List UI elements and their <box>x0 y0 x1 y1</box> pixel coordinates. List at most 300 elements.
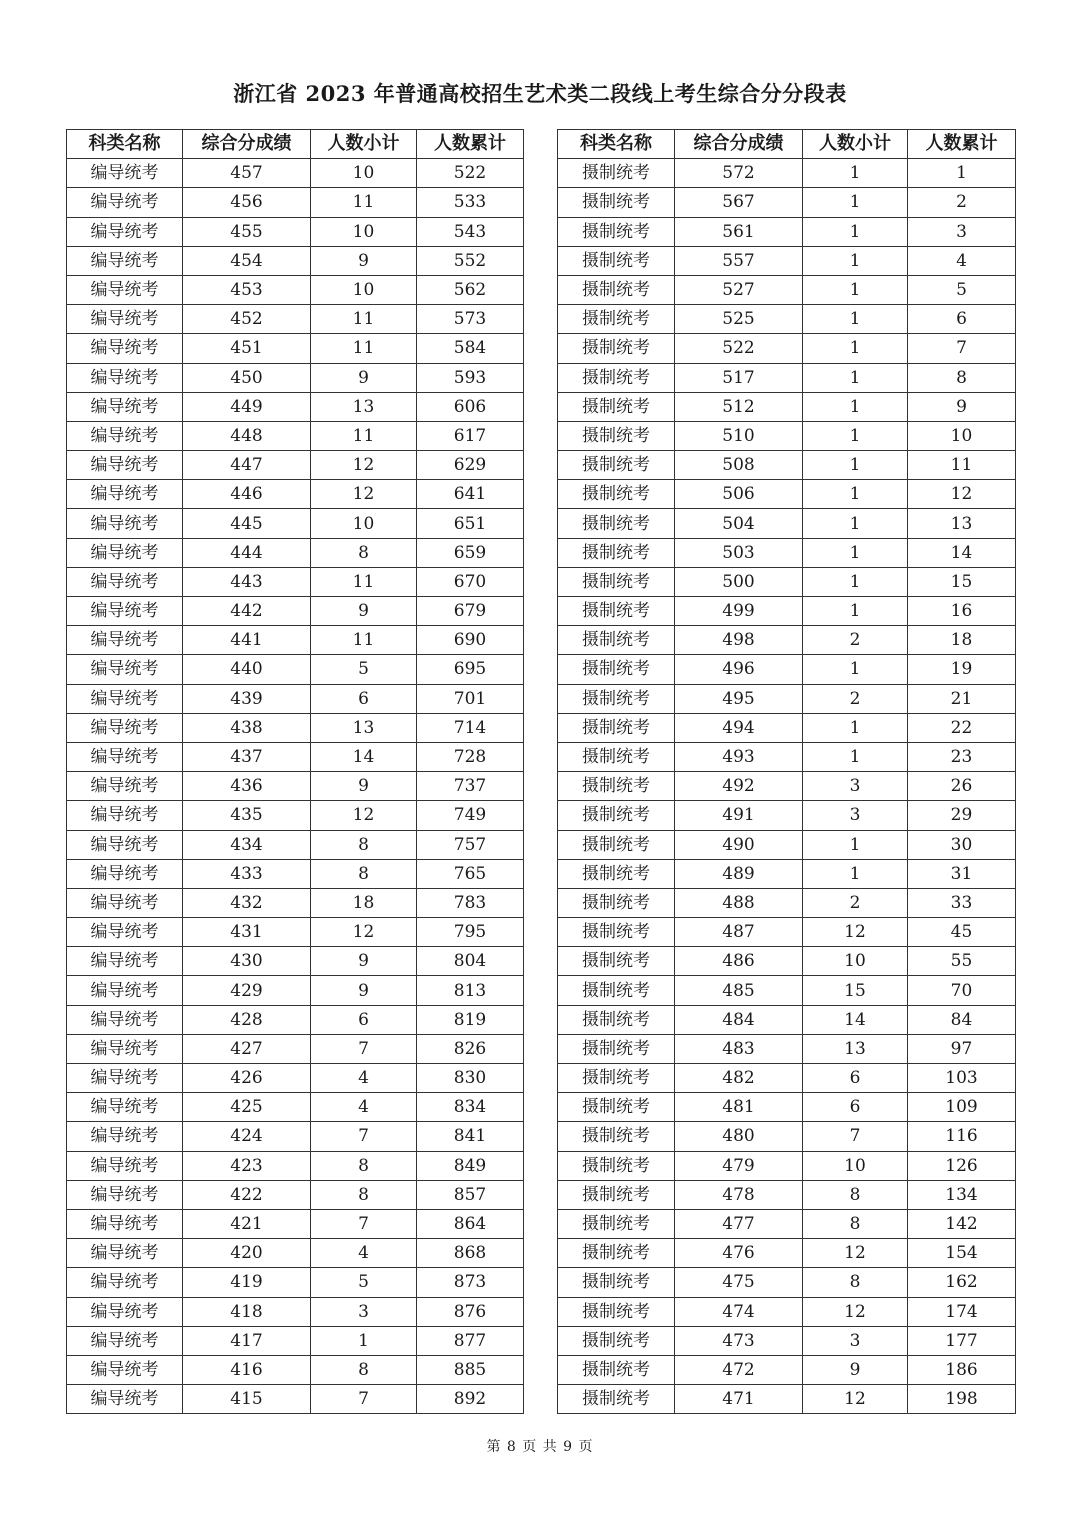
category-cell: 编导统考 <box>67 684 183 713</box>
category-cell: 编导统考 <box>67 451 183 480</box>
score-cell: 517 <box>675 363 803 392</box>
category-cell: 编导统考 <box>67 1209 183 1238</box>
table-row <box>558 888 1016 917</box>
count-cell: 1 <box>803 538 908 567</box>
table-row <box>558 1093 1016 1122</box>
category-cell: 摄制统考 <box>558 480 675 509</box>
count-cell: 3 <box>803 772 908 801</box>
count-cell: 13 <box>311 392 417 421</box>
table-row <box>67 1239 524 1268</box>
count-cell: 7 <box>803 1122 908 1151</box>
header-cumulative: 人数累计 <box>417 130 524 159</box>
count-cell: 1 <box>803 305 908 334</box>
table-row <box>67 626 524 655</box>
score-cell: 508 <box>675 451 803 480</box>
category-cell: 摄制统考 <box>558 1297 675 1326</box>
count-cell: 6 <box>311 1005 417 1034</box>
score-cell: 481 <box>675 1093 803 1122</box>
table-row <box>67 1355 524 1384</box>
score-cell: 483 <box>675 1034 803 1063</box>
table-row <box>558 1385 1016 1414</box>
score-cell: 522 <box>675 334 803 363</box>
cumulative-cell: 695 <box>417 655 524 684</box>
count-cell: 12 <box>803 1239 908 1268</box>
category-cell: 编导统考 <box>67 305 183 334</box>
cumulative-cell: 522 <box>417 159 524 188</box>
table-row <box>67 305 524 334</box>
table-row <box>67 888 524 917</box>
score-cell: 487 <box>675 918 803 947</box>
table-row <box>67 1151 524 1180</box>
category-cell: 编导统考 <box>67 1005 183 1034</box>
cumulative-cell: 573 <box>417 305 524 334</box>
cumulative-cell: 7 <box>908 334 1016 363</box>
category-cell: 编导统考 <box>67 1093 183 1122</box>
table-row <box>558 626 1016 655</box>
category-cell: 摄制统考 <box>558 1122 675 1151</box>
table-row <box>67 159 524 188</box>
table-row <box>67 480 524 509</box>
count-cell: 10 <box>311 159 417 188</box>
table-row <box>558 1209 1016 1238</box>
category-cell: 摄制统考 <box>558 159 675 188</box>
cumulative-cell: 18 <box>908 626 1016 655</box>
category-cell: 摄制统考 <box>558 626 675 655</box>
category-cell: 编导统考 <box>67 801 183 830</box>
table-row <box>67 772 524 801</box>
category-cell: 摄制统考 <box>558 888 675 917</box>
count-cell: 11 <box>311 305 417 334</box>
cumulative-cell: 679 <box>417 597 524 626</box>
cumulative-cell: 4 <box>908 246 1016 275</box>
count-cell: 1 <box>803 188 908 217</box>
table-row <box>67 1297 524 1326</box>
cumulative-cell: 177 <box>908 1326 1016 1355</box>
table-row <box>558 159 1016 188</box>
category-cell: 摄制统考 <box>558 334 675 363</box>
category-cell: 摄制统考 <box>558 947 675 976</box>
category-cell: 编导统考 <box>67 1355 183 1384</box>
score-cell: 479 <box>675 1151 803 1180</box>
cumulative-cell: 5 <box>908 275 1016 304</box>
table-row <box>558 830 1016 859</box>
category-cell: 摄制统考 <box>558 713 675 742</box>
count-cell: 2 <box>803 888 908 917</box>
category-cell: 编导统考 <box>67 1122 183 1151</box>
score-cell: 417 <box>183 1326 311 1355</box>
table-row <box>558 801 1016 830</box>
count-cell: 3 <box>803 1326 908 1355</box>
table-row <box>67 597 524 626</box>
score-cell: 427 <box>183 1034 311 1063</box>
category-cell: 编导统考 <box>67 392 183 421</box>
score-cell: 441 <box>183 626 311 655</box>
category-cell: 摄制统考 <box>558 246 675 275</box>
score-cell: 446 <box>183 480 311 509</box>
score-cell: 434 <box>183 830 311 859</box>
score-cell: 428 <box>183 1005 311 1034</box>
count-cell: 11 <box>311 626 417 655</box>
score-cell: 484 <box>675 1005 803 1034</box>
count-cell: 1 <box>803 567 908 596</box>
score-cell: 485 <box>675 976 803 1005</box>
score-cell: 510 <box>675 421 803 450</box>
category-cell: 编导统考 <box>67 188 183 217</box>
score-cell: 496 <box>675 655 803 684</box>
count-cell: 1 <box>803 334 908 363</box>
score-cell: 438 <box>183 713 311 742</box>
table-row <box>558 1180 1016 1209</box>
header-count: 人数小计 <box>311 130 417 159</box>
category-cell: 编导统考 <box>67 159 183 188</box>
table-row <box>67 567 524 596</box>
count-cell: 9 <box>311 976 417 1005</box>
count-cell: 12 <box>311 480 417 509</box>
table-row <box>558 1297 1016 1326</box>
table-row <box>558 334 1016 363</box>
cumulative-cell: 795 <box>417 918 524 947</box>
cumulative-cell: 543 <box>417 217 524 246</box>
count-cell: 1 <box>311 1326 417 1355</box>
table-row <box>558 188 1016 217</box>
score-cell: 567 <box>675 188 803 217</box>
category-cell: 摄制统考 <box>558 976 675 1005</box>
cumulative-cell: 31 <box>908 859 1016 888</box>
score-cell: 527 <box>675 275 803 304</box>
cumulative-cell: 70 <box>908 976 1016 1005</box>
count-cell: 11 <box>311 567 417 596</box>
score-cell: 495 <box>675 684 803 713</box>
count-cell: 10 <box>311 509 417 538</box>
category-cell: 编导统考 <box>67 1297 183 1326</box>
category-cell: 摄制统考 <box>558 392 675 421</box>
cumulative-cell: 826 <box>417 1034 524 1063</box>
score-cell: 439 <box>183 684 311 713</box>
cumulative-cell: 765 <box>417 859 524 888</box>
category-cell: 摄制统考 <box>558 1034 675 1063</box>
cumulative-cell: 97 <box>908 1034 1016 1063</box>
count-cell: 1 <box>803 713 908 742</box>
score-cell: 471 <box>675 1385 803 1414</box>
cumulative-cell: 584 <box>417 334 524 363</box>
cumulative-cell: 819 <box>417 1005 524 1034</box>
cumulative-cell: 757 <box>417 830 524 859</box>
category-cell: 摄制统考 <box>558 305 675 334</box>
category-cell: 摄制统考 <box>558 538 675 567</box>
count-cell: 1 <box>803 392 908 421</box>
cumulative-cell: 834 <box>417 1093 524 1122</box>
cumulative-cell: 876 <box>417 1297 524 1326</box>
score-cell: 572 <box>675 159 803 188</box>
table-row <box>558 1151 1016 1180</box>
count-cell: 6 <box>803 1093 908 1122</box>
count-cell: 9 <box>311 772 417 801</box>
table-row <box>67 1268 524 1297</box>
score-cell: 557 <box>675 246 803 275</box>
score-cell: 506 <box>675 480 803 509</box>
category-cell: 编导统考 <box>67 1268 183 1297</box>
cumulative-cell: 22 <box>908 713 1016 742</box>
count-cell: 13 <box>311 713 417 742</box>
count-cell: 8 <box>311 538 417 567</box>
count-cell: 4 <box>311 1064 417 1093</box>
category-cell: 摄制统考 <box>558 451 675 480</box>
category-cell: 编导统考 <box>67 567 183 596</box>
table-row <box>67 451 524 480</box>
table-row <box>558 217 1016 246</box>
score-cell: 480 <box>675 1122 803 1151</box>
table-row <box>67 363 524 392</box>
count-cell: 9 <box>803 1355 908 1384</box>
table-row <box>558 655 1016 684</box>
count-cell: 8 <box>803 1209 908 1238</box>
table-row <box>558 684 1016 713</box>
table-row <box>67 742 524 771</box>
table-row <box>67 1326 524 1355</box>
table-row <box>67 1209 524 1238</box>
cumulative-cell: 14 <box>908 538 1016 567</box>
count-cell: 8 <box>311 1180 417 1209</box>
count-cell: 4 <box>311 1239 417 1268</box>
cumulative-cell: 21 <box>908 684 1016 713</box>
score-cell: 474 <box>675 1297 803 1326</box>
table-row <box>558 859 1016 888</box>
cumulative-cell: 701 <box>417 684 524 713</box>
table-row <box>558 918 1016 947</box>
table-row <box>67 859 524 888</box>
category-cell: 编导统考 <box>67 772 183 801</box>
table-row <box>67 421 524 450</box>
score-cell: 444 <box>183 538 311 567</box>
count-cell: 1 <box>803 421 908 450</box>
count-cell: 12 <box>311 918 417 947</box>
category-cell: 摄制统考 <box>558 217 675 246</box>
score-cell: 482 <box>675 1064 803 1093</box>
score-cell: 447 <box>183 451 311 480</box>
table-row <box>67 947 524 976</box>
cumulative-cell: 33 <box>908 888 1016 917</box>
table-row <box>558 1326 1016 1355</box>
cumulative-cell: 142 <box>908 1209 1016 1238</box>
category-cell: 编导统考 <box>67 363 183 392</box>
count-cell: 1 <box>803 275 908 304</box>
category-cell: 编导统考 <box>67 713 183 742</box>
table-row <box>558 1005 1016 1034</box>
cumulative-cell: 2 <box>908 188 1016 217</box>
cumulative-cell: 174 <box>908 1297 1016 1326</box>
cumulative-cell: 552 <box>417 246 524 275</box>
table-row <box>67 976 524 1005</box>
score-cell: 450 <box>183 363 311 392</box>
cumulative-cell: 737 <box>417 772 524 801</box>
table-row <box>558 451 1016 480</box>
score-cell: 425 <box>183 1093 311 1122</box>
cumulative-cell: 55 <box>908 947 1016 976</box>
table-row <box>558 947 1016 976</box>
table-row <box>558 713 1016 742</box>
count-cell: 6 <box>311 684 417 713</box>
score-cell: 500 <box>675 567 803 596</box>
category-cell: 编导统考 <box>67 1239 183 1268</box>
category-cell: 摄制统考 <box>558 1268 675 1297</box>
score-cell: 437 <box>183 742 311 771</box>
cumulative-cell: 593 <box>417 363 524 392</box>
count-cell: 10 <box>311 217 417 246</box>
cumulative-cell: 10 <box>908 421 1016 450</box>
count-cell: 13 <box>803 1034 908 1063</box>
category-cell: 编导统考 <box>67 947 183 976</box>
score-cell: 456 <box>183 188 311 217</box>
category-cell: 编导统考 <box>67 976 183 1005</box>
score-cell: 504 <box>675 509 803 538</box>
category-cell: 摄制统考 <box>558 1064 675 1093</box>
category-cell: 摄制统考 <box>558 1355 675 1384</box>
category-cell: 摄制统考 <box>558 1005 675 1034</box>
table-row <box>67 713 524 742</box>
cumulative-cell: 162 <box>908 1268 1016 1297</box>
cumulative-cell: 154 <box>908 1239 1016 1268</box>
count-cell: 9 <box>311 597 417 626</box>
category-cell: 摄制统考 <box>558 1385 675 1414</box>
count-cell: 11 <box>311 421 417 450</box>
score-cell: 494 <box>675 713 803 742</box>
category-cell: 编导统考 <box>67 421 183 450</box>
score-cell: 449 <box>183 392 311 421</box>
score-cell: 491 <box>675 801 803 830</box>
cumulative-cell: 103 <box>908 1064 1016 1093</box>
score-cell: 498 <box>675 626 803 655</box>
cumulative-cell: 728 <box>417 742 524 771</box>
table-row <box>558 275 1016 304</box>
count-cell: 3 <box>311 1297 417 1326</box>
count-cell: 11 <box>311 188 417 217</box>
count-cell: 7 <box>311 1385 417 1414</box>
count-cell: 10 <box>803 1151 908 1180</box>
count-cell: 9 <box>311 363 417 392</box>
table-header-row <box>67 130 524 159</box>
cumulative-cell: 629 <box>417 451 524 480</box>
score-table-right <box>557 129 1016 1414</box>
category-cell: 编导统考 <box>67 1180 183 1209</box>
cumulative-cell: 670 <box>417 567 524 596</box>
category-cell: 摄制统考 <box>558 1180 675 1209</box>
category-cell: 编导统考 <box>67 1326 183 1355</box>
cumulative-cell: 6 <box>908 305 1016 334</box>
score-table-left <box>66 129 524 1414</box>
cumulative-cell: 198 <box>908 1385 1016 1414</box>
score-cell: 424 <box>183 1122 311 1151</box>
score-cell: 443 <box>183 567 311 596</box>
table-row <box>558 1239 1016 1268</box>
header-score: 综合分成绩 <box>183 130 311 159</box>
category-cell: 编导统考 <box>67 1385 183 1414</box>
cumulative-cell: 1 <box>908 159 1016 188</box>
cumulative-cell: 109 <box>908 1093 1016 1122</box>
count-cell: 8 <box>311 1355 417 1384</box>
score-cell: 420 <box>183 1239 311 1268</box>
count-cell: 2 <box>803 684 908 713</box>
category-cell: 编导统考 <box>67 509 183 538</box>
category-cell: 编导统考 <box>67 538 183 567</box>
count-cell: 1 <box>803 509 908 538</box>
category-cell: 摄制统考 <box>558 772 675 801</box>
count-cell: 12 <box>803 1297 908 1326</box>
table-row <box>558 1064 1016 1093</box>
count-cell: 11 <box>311 334 417 363</box>
count-cell: 12 <box>311 801 417 830</box>
table-row <box>558 567 1016 596</box>
category-cell: 摄制统考 <box>558 684 675 713</box>
count-cell: 6 <box>803 1064 908 1093</box>
score-cell: 448 <box>183 421 311 450</box>
category-cell: 编导统考 <box>67 888 183 917</box>
category-cell: 摄制统考 <box>558 1093 675 1122</box>
score-cell: 472 <box>675 1355 803 1384</box>
cumulative-cell: 873 <box>417 1268 524 1297</box>
table-row <box>67 538 524 567</box>
score-cell: 445 <box>183 509 311 538</box>
score-cell: 493 <box>675 742 803 771</box>
cumulative-cell: 533 <box>417 188 524 217</box>
table-row <box>558 1268 1016 1297</box>
cumulative-cell: 26 <box>908 772 1016 801</box>
score-cell: 503 <box>675 538 803 567</box>
count-cell: 5 <box>311 655 417 684</box>
category-cell: 编导统考 <box>67 626 183 655</box>
count-cell: 1 <box>803 363 908 392</box>
count-cell: 1 <box>803 597 908 626</box>
category-cell: 摄制统考 <box>558 1209 675 1238</box>
cumulative-cell: 892 <box>417 1385 524 1414</box>
cumulative-cell: 783 <box>417 888 524 917</box>
cumulative-cell: 29 <box>908 801 1016 830</box>
score-cell: 415 <box>183 1385 311 1414</box>
count-cell: 1 <box>803 451 908 480</box>
cumulative-cell: 8 <box>908 363 1016 392</box>
category-cell: 摄制统考 <box>558 275 675 304</box>
cumulative-cell: 23 <box>908 742 1016 771</box>
score-cell: 512 <box>675 392 803 421</box>
table-row <box>558 1034 1016 1063</box>
cumulative-cell: 11 <box>908 451 1016 480</box>
table-row <box>558 1355 1016 1384</box>
cumulative-cell: 804 <box>417 947 524 976</box>
table-row <box>558 772 1016 801</box>
category-cell: 编导统考 <box>67 742 183 771</box>
score-cell: 477 <box>675 1209 803 1238</box>
count-cell: 8 <box>803 1268 908 1297</box>
count-cell: 14 <box>311 742 417 771</box>
cumulative-cell: 186 <box>908 1355 1016 1384</box>
category-cell: 摄制统考 <box>558 597 675 626</box>
count-cell: 15 <box>803 976 908 1005</box>
count-cell: 9 <box>311 947 417 976</box>
cumulative-cell: 864 <box>417 1209 524 1238</box>
count-cell: 10 <box>311 275 417 304</box>
count-cell: 1 <box>803 859 908 888</box>
score-cell: 432 <box>183 888 311 917</box>
count-cell: 1 <box>803 159 908 188</box>
category-cell: 编导统考 <box>67 217 183 246</box>
score-cell: 429 <box>183 976 311 1005</box>
table-row <box>558 976 1016 1005</box>
count-cell: 5 <box>311 1268 417 1297</box>
count-cell: 1 <box>803 217 908 246</box>
header-score: 综合分成绩 <box>675 130 803 159</box>
score-cell: 430 <box>183 947 311 976</box>
header-count: 人数小计 <box>803 130 908 159</box>
count-cell: 12 <box>803 1385 908 1414</box>
